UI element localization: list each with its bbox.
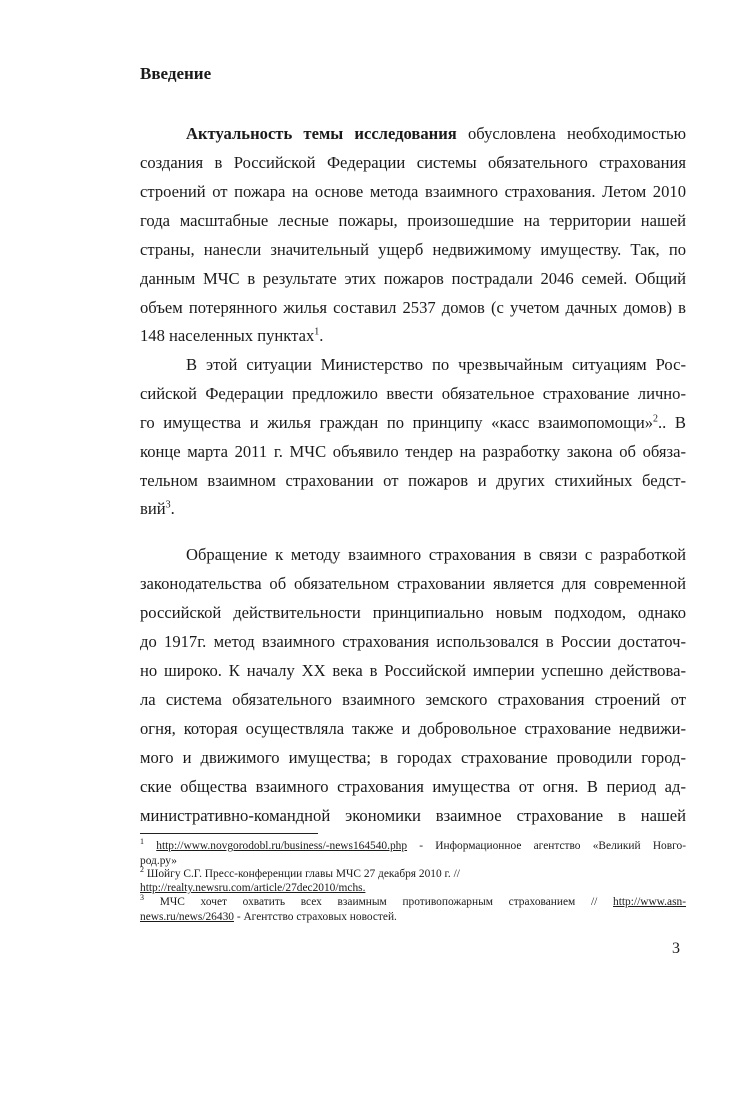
footnote-ref-1[interactable]: 1 (314, 326, 320, 338)
paragraph-3-line-3: российской действительности принципиально новым подходом, однако (140, 603, 686, 622)
paragraph-2-line-3-text: го имущества и жилья граждан по принципу «касс взаимопомощи» (140, 413, 654, 432)
paragraph-2-line-4: конце марта 2011 г. МЧС объявило тендер на разработку закона об обяза- (140, 442, 686, 461)
paragraph-1-line-8 (140, 326, 686, 346)
paragraph-2-line-1: В этой ситуации Министерство по чрезвычайным ситуациям Рос- (186, 355, 686, 374)
paragraph-3-line-7: огня, которая осуществляла также и добровольное страхование недвижи- (140, 719, 686, 738)
bold-lead: Актуальность темы исследования (186, 124, 457, 143)
footnote-ref-3[interactable]: 3 (165, 499, 171, 511)
footnote-2-link-line (140, 882, 686, 894)
footnote-2 (140, 865, 686, 880)
footnote-ref-2[interactable]: 2 (653, 413, 659, 425)
footnote-2-text: Шойгу С.Г. Пресс-конференции главы МЧС 27 декабря 2010 г. // (146, 868, 460, 880)
footnote-1-text: - Информационное агентство «Великий Новго- (407, 840, 686, 852)
footnote-3 (140, 893, 686, 908)
paragraph-3-line-4: до 1917г. метод взаимного страхования использовался в России достаточ- (140, 632, 686, 651)
footnote-3-link-a[interactable]: http://www.asn- (613, 896, 686, 908)
footnote-1-number: 1 (140, 837, 144, 847)
footnote-2-link[interactable]: http://realty.newsru.com/article/27dec2010/mchs. (140, 882, 366, 894)
paragraph-3-line-5: но широко. К началу XX века в Российской империи успешно действова- (140, 661, 686, 680)
paragraph-3-line-9: ские общества взаимного страхования имущества от огня. В период ад- (140, 777, 686, 796)
paragraph-2-line-6-tail: . (170, 499, 175, 518)
paragraph-1-line-8-text: 148 населенных пунктах (140, 326, 315, 345)
footnote-3-tail: - Агентство страховых новостей. (233, 911, 397, 923)
paragraph-3-line-2: законодательства об обязательном страховании является для современной (140, 574, 686, 593)
section-heading: Введение (140, 64, 212, 83)
footnote-3-text: МЧС хочет охватить всех взаимным противопожарным страхованием // (159, 896, 598, 908)
paragraph-1-line-4: года масштабные лесные пожары, произошедшие на территории нашей (140, 211, 686, 230)
paragraph-1-line-6: данным МЧС в результате этих пожаров пострадали 2046 семей. Общий (140, 269, 686, 288)
paragraph-2-line-3 (140, 413, 686, 433)
paragraph-3-line-8: мого и движимого имущества; в городах страхование проводили город- (140, 748, 686, 767)
paragraph-3-line-1: Обращение к методу взаимного страхования в связи с разработкой (186, 545, 686, 564)
paragraph-2-line-5: тельном взаимном страховании от пожаров и других стихийных бедст- (140, 471, 686, 490)
footnote-1-continuation: род.ру» (140, 855, 177, 867)
footnote-1 (140, 837, 686, 852)
paragraph-1-line-1-text: обусловлена необходимостью (467, 124, 686, 143)
paragraph-1-line-7: объем потерянного жилья составил 2537 домов (с учетом дачных домов) в (140, 298, 686, 317)
paragraph-2-line-6-text: вий (140, 499, 166, 518)
footnote-3-continuation (140, 911, 686, 923)
paragraph-1-line-3: строений от пожара на основе метода взаимного страхования. Летом 2010 (140, 182, 686, 201)
paragraph-1-line-1 (186, 124, 686, 144)
paragraph-2-line-6 (140, 499, 686, 519)
footnote-3-number: 3 (140, 893, 144, 903)
page-number: 3 (672, 940, 680, 957)
footnote-1-link[interactable]: http://www.novgorodobl.ru/business/-news164540.php (156, 840, 408, 852)
footnote-separator (140, 833, 318, 834)
footnote-3-link-b[interactable]: news.ru/news/26430 (140, 911, 234, 923)
footnote-2-number: 2 (140, 865, 144, 875)
paragraph-3-line-10: министративно-командной экономики взаимное страхование в нашей (140, 806, 686, 825)
paragraph-1-line-8-tail: . (319, 326, 324, 345)
paragraph-2-line-2: сийской Федерации предложило ввести обязательное страхование лично- (140, 384, 686, 403)
paragraph-3-line-6: ла система обязательного взаимного земского страхования строений от (140, 690, 686, 709)
paragraph-1-line-5: страны, нанесли значительный ущерб недвижимому имуществу. Так, по (140, 240, 686, 259)
paragraph-2-line-3-tail: .. В (658, 413, 687, 432)
paragraph-1-line-2: создания в Российской Федерации системы обязательного страхования (140, 153, 686, 172)
